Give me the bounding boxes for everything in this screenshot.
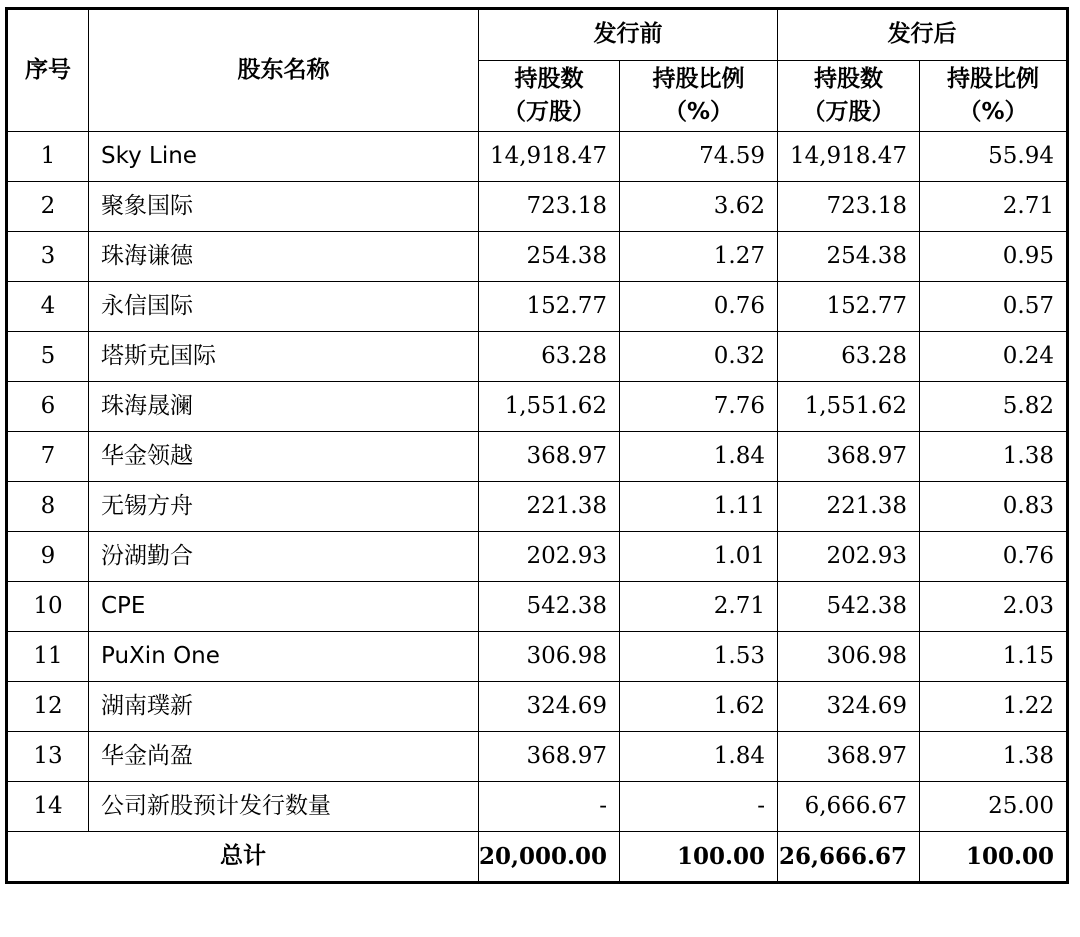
after-shares: 14,918.47 bbox=[778, 132, 920, 182]
table-row bbox=[7, 432, 1068, 482]
after-ratio: 0.83 bbox=[920, 482, 1068, 532]
before-ratio: 1.01 bbox=[620, 532, 778, 582]
shareholder-name: 湖南璞新 bbox=[89, 682, 479, 732]
header-after-shares bbox=[778, 61, 920, 132]
row-index: 1 bbox=[7, 132, 89, 182]
table-row bbox=[7, 132, 1068, 182]
after-shares: 324.69 bbox=[778, 682, 920, 732]
after-ratio: 1.15 bbox=[920, 632, 1068, 682]
after-shares: 6,666.67 bbox=[778, 782, 920, 832]
row-index: 11 bbox=[7, 632, 89, 682]
before-ratio: 74.59 bbox=[620, 132, 778, 182]
row-index: 9 bbox=[7, 532, 89, 582]
shareholder-name: PuXin One bbox=[89, 632, 479, 682]
table-row bbox=[7, 232, 1068, 282]
before-shares: 202.93 bbox=[479, 532, 620, 582]
row-index: 13 bbox=[7, 732, 89, 782]
after-ratio: 2.71 bbox=[920, 182, 1068, 232]
table-row bbox=[7, 182, 1068, 232]
row-index: 3 bbox=[7, 232, 89, 282]
row-index: 8 bbox=[7, 482, 89, 532]
row-index: 14 bbox=[7, 782, 89, 832]
after-ratio: 55.94 bbox=[920, 132, 1068, 182]
row-index: 5 bbox=[7, 332, 89, 382]
shareholder-name: Sky Line bbox=[89, 132, 479, 182]
header-shares-unit: （万股） bbox=[503, 99, 595, 125]
before-ratio: 1.62 bbox=[620, 682, 778, 732]
total-after-shares: 26,666.67 bbox=[778, 832, 920, 883]
header-after-issue: 发行后 bbox=[778, 9, 1068, 61]
after-shares: 1,551.62 bbox=[778, 382, 920, 432]
after-ratio: 0.76 bbox=[920, 532, 1068, 582]
table-row bbox=[7, 632, 1068, 682]
header-ratio-label: 持股比例 bbox=[947, 66, 1039, 92]
after-ratio: 1.38 bbox=[920, 732, 1068, 782]
after-ratio: 25.00 bbox=[920, 782, 1068, 832]
before-shares: 254.38 bbox=[479, 232, 620, 282]
shareholder-name: 永信国际 bbox=[89, 282, 479, 332]
table-row bbox=[7, 782, 1068, 832]
row-index: 6 bbox=[7, 382, 89, 432]
header-before-ratio bbox=[620, 61, 778, 132]
before-ratio: 3.62 bbox=[620, 182, 778, 232]
before-ratio: 1.53 bbox=[620, 632, 778, 682]
header-before-issue: 发行前 bbox=[479, 9, 778, 61]
after-shares: 152.77 bbox=[778, 282, 920, 332]
table-row bbox=[7, 332, 1068, 382]
header-shares-unit: （万股） bbox=[802, 99, 895, 125]
header-row-top bbox=[7, 9, 1068, 61]
before-shares: 542.38 bbox=[479, 582, 620, 632]
table-row bbox=[7, 682, 1068, 732]
shareholder-name: 珠海晟澜 bbox=[89, 382, 479, 432]
header-shares-label: 持股数 bbox=[814, 66, 883, 92]
after-shares: 254.38 bbox=[778, 232, 920, 282]
after-ratio: 0.95 bbox=[920, 232, 1068, 282]
row-index: 2 bbox=[7, 182, 89, 232]
table-row bbox=[7, 482, 1068, 532]
shareholding-table bbox=[5, 7, 1069, 884]
row-index: 12 bbox=[7, 682, 89, 732]
before-shares: 221.38 bbox=[479, 482, 620, 532]
after-shares: 221.38 bbox=[778, 482, 920, 532]
after-shares: 63.28 bbox=[778, 332, 920, 382]
header-ratio-unit: （%） bbox=[958, 99, 1028, 125]
total-after-ratio: 100.00 bbox=[920, 832, 1068, 883]
total-row bbox=[7, 832, 1068, 883]
total-label: 总计 bbox=[7, 832, 479, 883]
after-shares: 723.18 bbox=[778, 182, 920, 232]
before-shares: 306.98 bbox=[479, 632, 620, 682]
after-ratio: 0.24 bbox=[920, 332, 1068, 382]
table-row bbox=[7, 532, 1068, 582]
shareholding-document bbox=[5, 7, 1066, 884]
header-index: 序号 bbox=[7, 9, 89, 132]
before-ratio: 7.76 bbox=[620, 382, 778, 432]
shareholder-name: CPE bbox=[89, 582, 479, 632]
after-ratio: 1.22 bbox=[920, 682, 1068, 732]
row-index: 10 bbox=[7, 582, 89, 632]
shareholder-name: 塔斯克国际 bbox=[89, 332, 479, 382]
after-shares: 202.93 bbox=[778, 532, 920, 582]
after-shares: 368.97 bbox=[778, 432, 920, 482]
before-ratio: 1.27 bbox=[620, 232, 778, 282]
after-shares: 306.98 bbox=[778, 632, 920, 682]
after-shares: 368.97 bbox=[778, 732, 920, 782]
row-index: 7 bbox=[7, 432, 89, 482]
header-before-shares bbox=[479, 61, 620, 132]
after-ratio: 2.03 bbox=[920, 582, 1068, 632]
header-ratio-unit: （%） bbox=[663, 99, 734, 125]
header-ratio-label: 持股比例 bbox=[652, 66, 745, 92]
after-shares: 542.38 bbox=[778, 582, 920, 632]
row-index: 4 bbox=[7, 282, 89, 332]
before-ratio: - bbox=[620, 782, 778, 832]
after-ratio: 5.82 bbox=[920, 382, 1068, 432]
after-ratio: 0.57 bbox=[920, 282, 1068, 332]
before-shares: 324.69 bbox=[479, 682, 620, 732]
shareholder-name: 公司新股预计发行数量 bbox=[89, 782, 479, 832]
table-row bbox=[7, 732, 1068, 782]
before-ratio: 0.76 bbox=[620, 282, 778, 332]
before-ratio: 1.11 bbox=[620, 482, 778, 532]
before-shares: 368.97 bbox=[479, 732, 620, 782]
before-ratio: 1.84 bbox=[620, 732, 778, 782]
table-row bbox=[7, 382, 1068, 432]
before-shares: 1,551.62 bbox=[479, 382, 620, 432]
before-shares: - bbox=[479, 782, 620, 832]
before-ratio: 0.32 bbox=[620, 332, 778, 382]
before-shares: 152.77 bbox=[479, 282, 620, 332]
table-row bbox=[7, 582, 1068, 632]
before-ratio: 1.84 bbox=[620, 432, 778, 482]
shareholder-name: 珠海谦德 bbox=[89, 232, 479, 282]
header-shares-label: 持股数 bbox=[514, 66, 584, 92]
after-ratio: 1.38 bbox=[920, 432, 1068, 482]
shareholder-name: 无锡方舟 bbox=[89, 482, 479, 532]
total-before-shares: 20,000.00 bbox=[479, 832, 620, 883]
before-ratio: 2.71 bbox=[620, 582, 778, 632]
header-after-ratio bbox=[920, 61, 1068, 132]
before-shares: 368.97 bbox=[479, 432, 620, 482]
before-shares: 723.18 bbox=[479, 182, 620, 232]
shareholder-name: 聚象国际 bbox=[89, 182, 479, 232]
before-shares: 63.28 bbox=[479, 332, 620, 382]
shareholder-name: 华金尚盈 bbox=[89, 732, 479, 782]
table-body bbox=[7, 132, 1068, 883]
header-name: 股东名称 bbox=[89, 9, 479, 132]
before-shares: 14,918.47 bbox=[479, 132, 620, 182]
shareholder-name: 华金领越 bbox=[89, 432, 479, 482]
shareholder-name: 汾湖勤合 bbox=[89, 532, 479, 582]
total-before-ratio: 100.00 bbox=[620, 832, 778, 883]
table-row bbox=[7, 282, 1068, 332]
